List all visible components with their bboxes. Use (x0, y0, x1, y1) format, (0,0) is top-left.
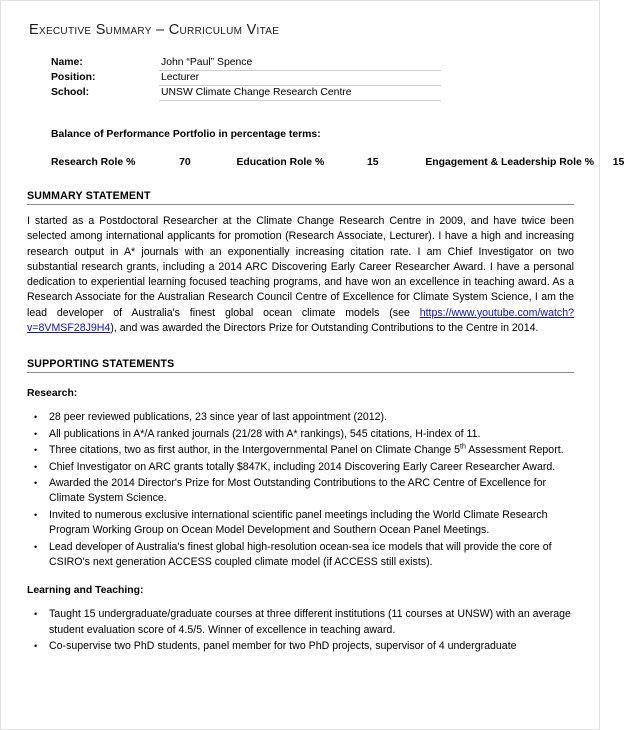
summary-text-before-link: I started as a Postdoctoral Researcher at the Climate Change Research Centre in 2009, and have twice been selected among international applicants for promotion (Research Associate, Lecturer). I have a high and increasing research output in A* journals with an exponentially increasing citation rate. I am Chief Investigator on two substantial research grants, including a 2014 ARC Discovering Early Career Researcher Award. I have a personal dedication to experiential learning focused teaching programs, and have won an excellence in teaching award. As a Research Associate for the Australian Research Council Centre of Excellence for Climate System Science, I am the lead developer of Australia's finest global ocean climate models (see (27, 214, 574, 319)
balance-value-education: 15 (367, 156, 379, 168)
table-row (51, 85, 441, 100)
list-item-text: Assessment Report. (465, 444, 564, 457)
bullet-icon: • (34, 509, 38, 520)
list-item (27, 607, 574, 638)
bullet-icon: • (34, 541, 38, 552)
bullet-icon: • (34, 477, 38, 488)
bullet-icon: • (34, 609, 38, 620)
list-item (27, 639, 574, 654)
list-item-text: Lead developer of Australia's finest global high-resolution ocean-sea ice models that will provide the core of CSIRO's next generation ACCESS coupled climate model (if ACCESS still exists). (49, 540, 552, 568)
balance-value-research: 70 (179, 156, 191, 168)
balance-value-engagement: 15 (612, 156, 624, 168)
balance-label-research: Research Role % (51, 156, 136, 168)
bullet-icon: • (34, 445, 38, 456)
list-item-text: Awarded the 2014 Director's Prize for Most Outstanding Contributions to the ARC Centre of Excellence for Climate System Science. (49, 476, 547, 505)
bullet-icon: • (34, 412, 38, 423)
section-heading-summary: SUMMARY STATEMENT (27, 190, 574, 205)
youtube-link[interactable]: https://www.youtube.com/watch?v=8VMSF28J9H4 (27, 306, 574, 335)
list-item (27, 476, 574, 507)
table-row (51, 56, 441, 71)
list-item (27, 508, 574, 539)
subsection-heading-learning: Learning and Teaching: (27, 585, 144, 597)
research-bullet-list (27, 410, 574, 570)
bullet-icon: • (34, 428, 38, 439)
section-heading-supporting: SUPPORTING STATEMENTS (27, 358, 574, 373)
summary-text-after-link: ), and was awarded the Directors Prize for Outstanding Contributions to the Centre in 2014. (110, 322, 539, 335)
table-row (51, 70, 441, 85)
balance-label-engagement: Engagement & Leadership Role % (425, 156, 594, 168)
list-item (27, 410, 574, 425)
superscript-text: th (460, 443, 466, 451)
list-item-text: Taught 15 undergraduate/graduate courses at three different institutions (11 courses at UNSW) with an average student evaluation score of 4.5/5. Winner of excellence in teaching award. (49, 608, 571, 636)
balance-heading: Balance of Performance Portfolio in percentage terms: (51, 128, 321, 140)
identity-value-position: Lecturer (159, 70, 441, 85)
page-title: Executive Summary – Curriculum Vitae (29, 22, 280, 38)
balance-label-education: Education Role % (236, 156, 325, 168)
identity-table-body (51, 56, 441, 101)
list-item-text: All publications in A*/A ranked journals (21/28 with A* rankings), 545 citations, H-index of 11. (49, 427, 481, 440)
summary-paragraph (27, 214, 574, 336)
list-item (27, 443, 574, 458)
list-item (27, 427, 574, 442)
identity-label-position: Position: (51, 72, 96, 84)
list-item-text: 28 peer reviewed publications, 23 since year of last appointment (2012). (49, 411, 388, 424)
identity-value-name: John “Paul” Spence (159, 56, 441, 71)
list-item-text: Three citations, two as first author, in the Intergovernmental Panel on Climate Change 5 (49, 444, 461, 457)
bullet-icon: • (34, 461, 38, 472)
list-item (27, 540, 574, 571)
document-content (27, 1, 624, 656)
balance-row (51, 156, 624, 168)
list-item-text: Chief Investigator on ARC grants totally $847K, including 2014 Discovering Early Career Researcher Award. (49, 460, 556, 473)
identity-table (51, 56, 441, 101)
identity-label-school: School: (51, 87, 90, 99)
list-item-text: Co-supervise two PhD students, panel member for two PhD projects, supervisor of 4 undergraduate (49, 640, 517, 653)
learning-bullet-list (27, 607, 574, 654)
identity-label-name: Name: (51, 57, 83, 69)
bullet-icon: • (34, 641, 38, 652)
identity-value-school: UNSW Climate Change Research Centre (159, 85, 441, 100)
list-item (27, 460, 574, 475)
list-item-text: Invited to numerous exclusive international scientific panel meetings including the World Climate Research Program Working Group on Ocean Model Development and Southern Ocean Panel Meetings. (49, 508, 548, 537)
subsection-heading-research: Research: (27, 388, 78, 400)
